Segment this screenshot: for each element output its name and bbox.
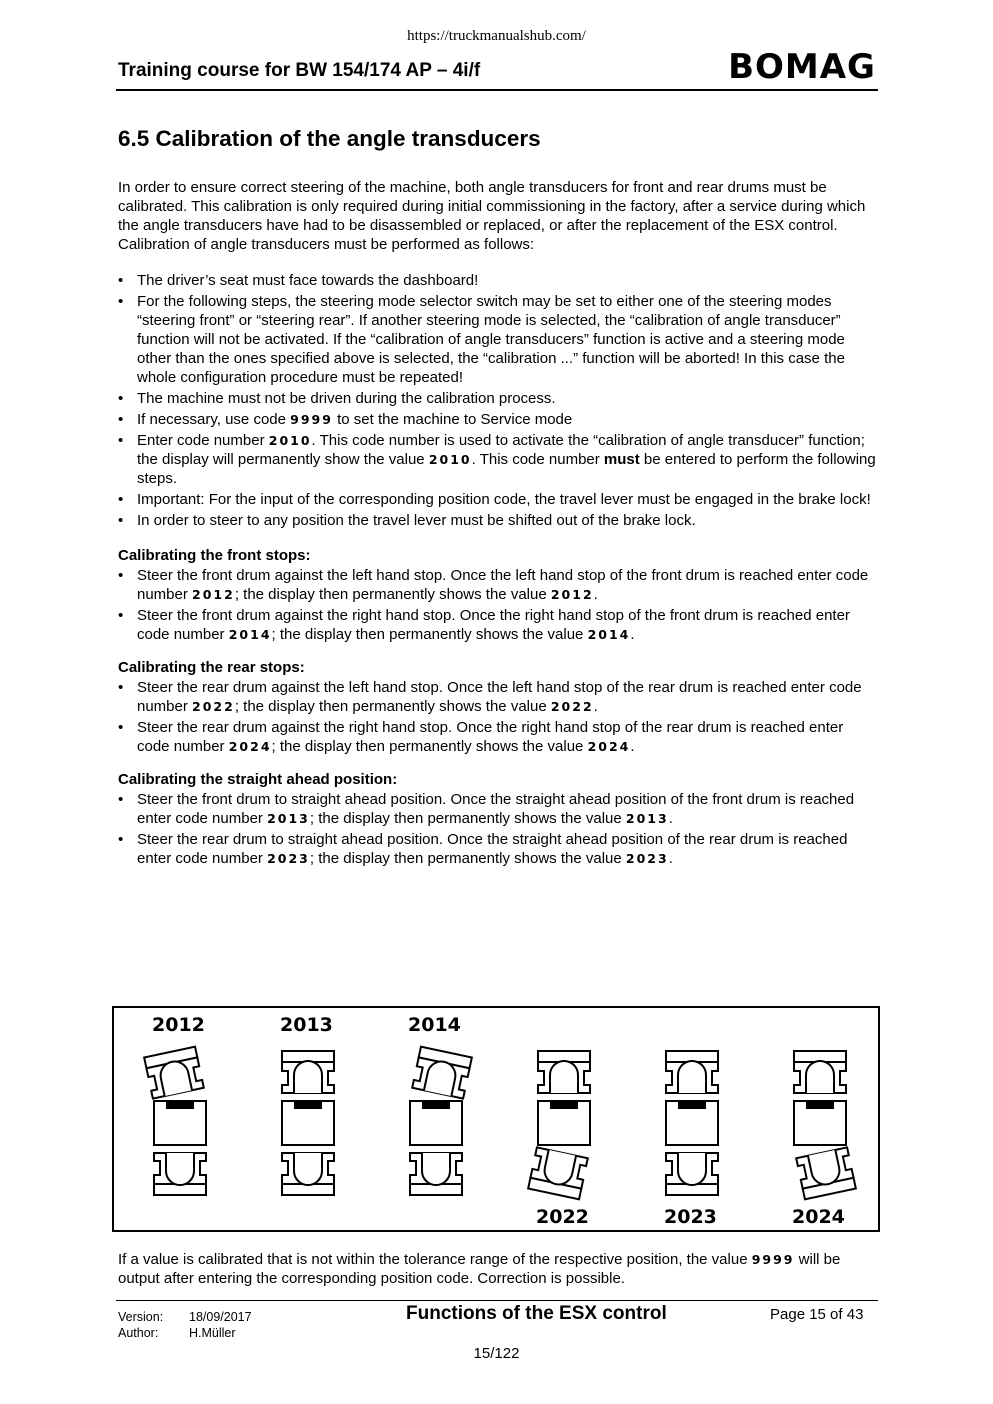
machine-diagram bbox=[666, 1051, 718, 1195]
logo-text: BOMAG bbox=[728, 48, 876, 82]
machine-diagram bbox=[282, 1051, 334, 1195]
list-item: • Steer the rear drum against the right hand stop. Once the right hand stop of the rear drum is reached enter code number 2024; the display then permanently shows the value 2024. bbox=[118, 718, 878, 756]
machine-diagrams bbox=[114, 1008, 878, 1230]
position-code-label: 2024 bbox=[792, 1206, 845, 1228]
requirements-list bbox=[118, 271, 878, 530]
footer-title: Functions of the ESX control bbox=[406, 1303, 667, 1324]
rear-drum bbox=[154, 1153, 206, 1195]
list-item: • Steer the rear drum to straight ahead position. Once the straight ahead position of the rear drum is reached enter code number 2023; the display then permanently shows the value 2023. bbox=[118, 830, 878, 868]
list-item: • For the following steps, the steering mode selector switch may be set to either one of the steering modes “steering front” or “steering rear”. If another steering mode is selected, the “calibration of angle transducer” function will not be activated. If the “calibration of angle transducers” function is active and a steering mode other than the ones specified above is selected, the “calibration ...” function will be aborted! In this case the whole configuration procedure must be repeated! bbox=[118, 292, 878, 387]
front-drum bbox=[144, 1047, 204, 1099]
code-value: 2014 bbox=[587, 627, 631, 642]
emphasis: must bbox=[603, 451, 640, 468]
tolerance-note: If a value is calibrated that is not within the tolerance range of the respective position, the value 9999 will be output after entering the corresponding position code. Correction is possible. bbox=[118, 1251, 841, 1287]
code-value: 2023 bbox=[625, 851, 669, 866]
rear-drum bbox=[410, 1153, 462, 1195]
rear-stops-section bbox=[118, 658, 878, 756]
list-item: • The machine must not be driven during the calibration process. bbox=[118, 389, 878, 408]
straight-ahead-section bbox=[118, 770, 878, 868]
version-label: Version: bbox=[118, 1310, 164, 1324]
seat bbox=[678, 1101, 706, 1109]
document-title: Training course for BW 154/174 AP – 4i/f bbox=[118, 60, 481, 81]
machine-diagram bbox=[144, 1047, 206, 1195]
subheading: Calibrating the rear stops: bbox=[118, 659, 305, 676]
subheading: Calibrating the front stops: bbox=[118, 547, 311, 564]
page-indicator: Page 15 of 43 bbox=[770, 1306, 864, 1323]
list-item: • Steer the rear drum against the left hand stop. Once the left hand stop of the rear drum is reached enter code number 2022; the display then permanently shows the value 2022. bbox=[118, 678, 878, 716]
code-value: 2012 bbox=[550, 587, 594, 602]
subheading: Calibrating the straight ahead position: bbox=[118, 771, 398, 788]
machine-diagram bbox=[410, 1047, 472, 1195]
author-value: H.Müller bbox=[189, 1326, 236, 1340]
machine-diagram bbox=[794, 1051, 856, 1199]
code-value: 2024 bbox=[587, 739, 631, 754]
calibration-positions-figure bbox=[112, 1006, 880, 1232]
code-value: 2022 bbox=[192, 699, 235, 714]
seat bbox=[422, 1101, 450, 1109]
front-drum bbox=[794, 1051, 846, 1093]
main-content bbox=[118, 178, 878, 870]
front-stops-section bbox=[118, 546, 878, 644]
header-divider bbox=[116, 89, 878, 91]
version-value: 18/09/2017 bbox=[189, 1310, 252, 1324]
intro-instruction: Calibration of angle transducers must be performed as follows: bbox=[118, 236, 535, 253]
list-item: • In order to steer to any position the travel lever must be shifted out of the brake lock. bbox=[118, 511, 878, 530]
list-item: • Steer the front drum against the left hand stop. Once the left hand stop of the front drum is reached enter code number 2012; the display then permanently shows the value 2012. bbox=[118, 566, 878, 604]
list-item: • If necessary, use code 9999 to set the machine to Service mode bbox=[118, 410, 878, 429]
machine-diagram bbox=[528, 1051, 590, 1199]
front-drum bbox=[538, 1051, 590, 1093]
rear-drum bbox=[282, 1153, 334, 1195]
list-item: • Important: For the input of the corresponding position code, the travel lever must be engaged in the brake lock! bbox=[118, 490, 878, 509]
front-drum bbox=[282, 1051, 334, 1093]
front-drum bbox=[412, 1047, 472, 1099]
code-value: 2010 bbox=[268, 433, 312, 448]
code-value: 2023 bbox=[267, 851, 310, 866]
code-value: 2010 bbox=[428, 452, 472, 467]
front-drum bbox=[666, 1051, 718, 1093]
seat bbox=[294, 1101, 322, 1109]
code-value: 9999 bbox=[290, 412, 333, 427]
section-heading: 6.5 Calibration of the angle transducers bbox=[118, 126, 541, 151]
list-item: • Enter code number 2010. This code number is used to activate the “calibration of angle transducer” function; the display will permanently show the value 2010. This code number must be entered to perform the following steps. bbox=[118, 431, 878, 488]
position-code-label: 2022 bbox=[536, 1206, 589, 1228]
list-item: • The driver’s seat must face towards the dashboard! bbox=[118, 271, 878, 290]
position-code-label: 2013 bbox=[280, 1014, 333, 1036]
rear-drum bbox=[528, 1147, 588, 1199]
code-value: 2014 bbox=[228, 627, 272, 642]
seat bbox=[806, 1101, 834, 1109]
code-value: 9999 bbox=[751, 1252, 795, 1267]
code-value: 2022 bbox=[550, 699, 594, 714]
code-value: 2013 bbox=[267, 811, 310, 826]
code-value: 2013 bbox=[625, 811, 669, 826]
author-label: Author: bbox=[118, 1326, 159, 1340]
code-value: 2024 bbox=[228, 739, 272, 754]
position-code-label: 2023 bbox=[664, 1206, 717, 1228]
list-item: • Steer the front drum against the right hand stop. Once the right hand stop of the front drum is reached enter code number 2014; the display then permanently shows the value 2014. bbox=[118, 606, 878, 644]
position-code-label: 2012 bbox=[152, 1014, 205, 1036]
intro-paragraph: In order to ensure correct steering of the machine, both angle transducers for front and rear drums must be calibrated. This calibration is only required during initial commissioning in the factory, after a service during which the angle transducers have had to be disassembled or replaced, or after the replacement of the ESX control. bbox=[118, 179, 866, 234]
rear-drum bbox=[796, 1147, 856, 1199]
source-url: https://truckmanualshub.com/ bbox=[407, 28, 586, 44]
footer-divider bbox=[116, 1300, 878, 1301]
rear-drum bbox=[666, 1153, 718, 1195]
code-value: 2012 bbox=[192, 587, 235, 602]
seat bbox=[166, 1101, 194, 1109]
bomag-logo bbox=[728, 48, 876, 82]
list-item: • Steer the front drum to straight ahead position. Once the straight ahead position of the front drum is reached enter code number 2013; the display then permanently shows the value 2013. bbox=[118, 790, 878, 828]
seat bbox=[550, 1101, 578, 1109]
page-number: 15/122 bbox=[473, 1345, 520, 1362]
position-code-label: 2014 bbox=[408, 1014, 461, 1036]
